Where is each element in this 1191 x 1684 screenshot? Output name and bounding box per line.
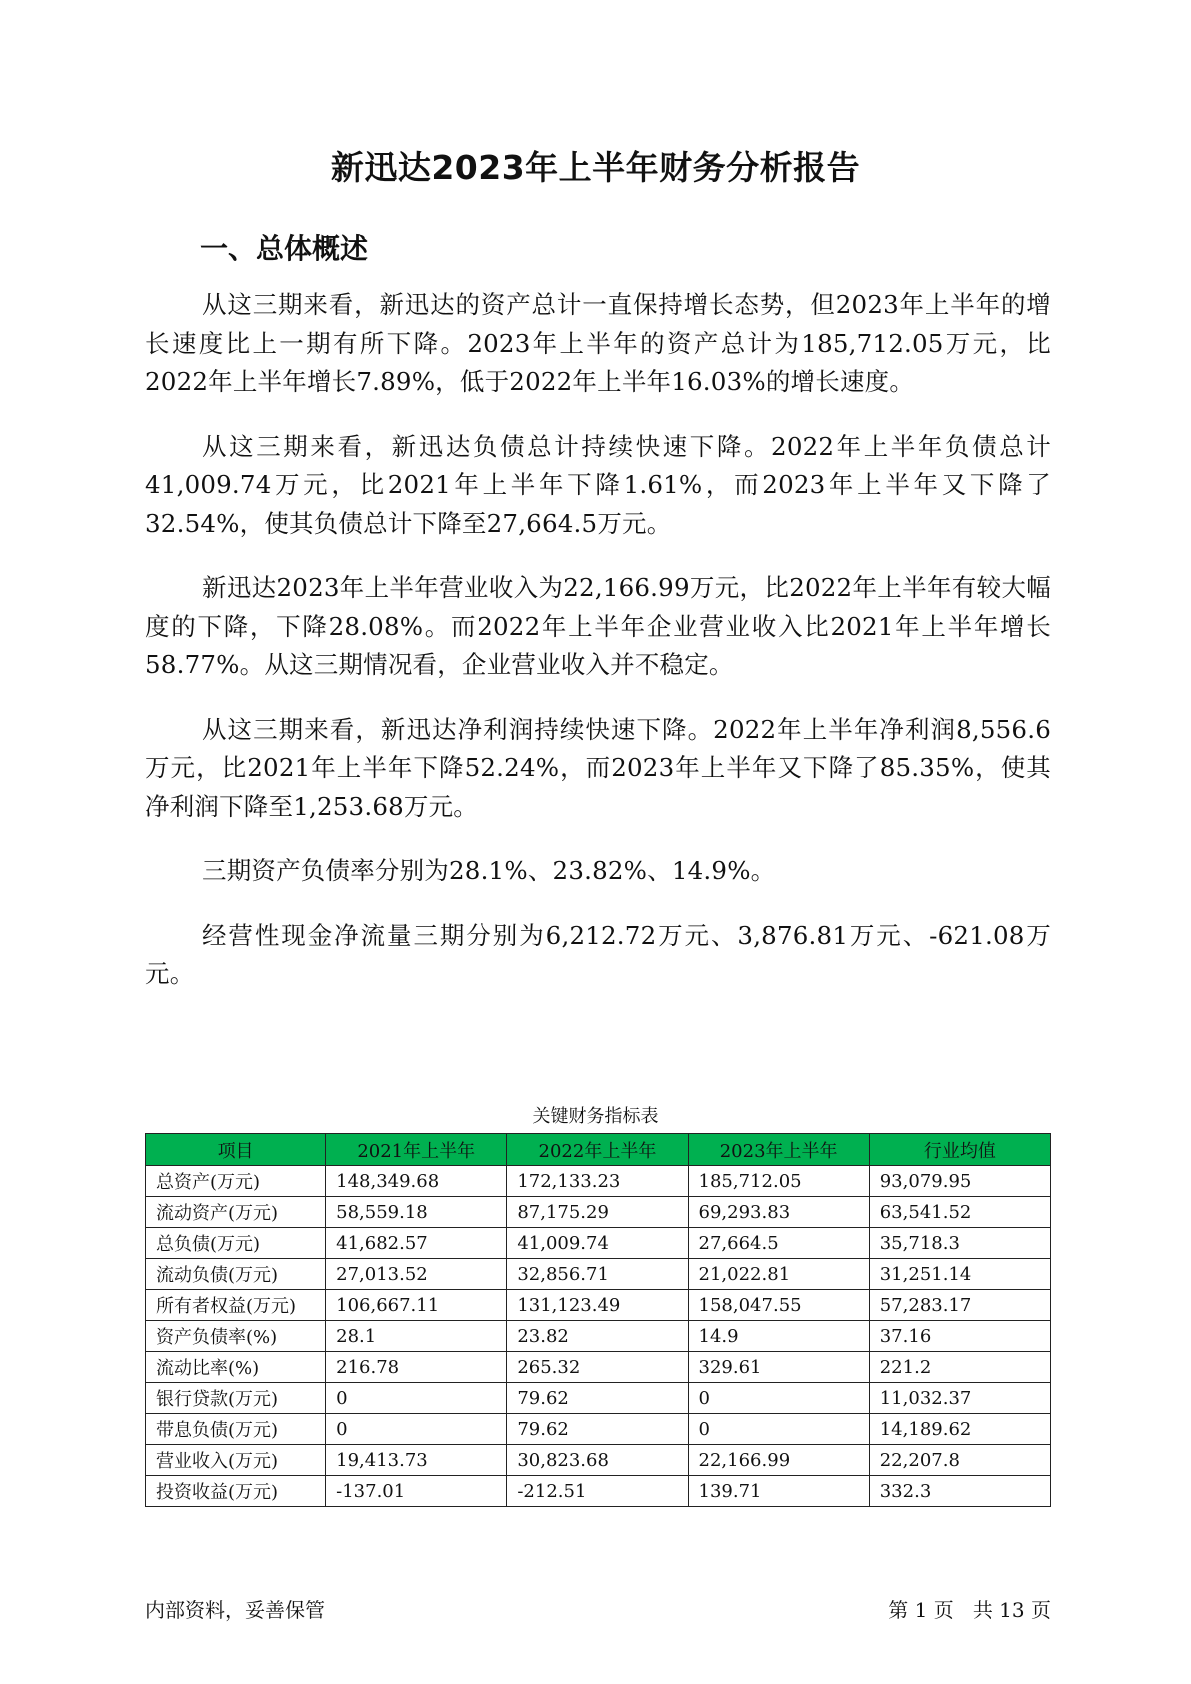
header-industry-average: 行业均值 bbox=[869, 1134, 1050, 1166]
table-cell: 216.78 bbox=[326, 1352, 507, 1383]
table-cell: 79.62 bbox=[507, 1414, 688, 1445]
table-row bbox=[146, 1476, 1051, 1507]
paragraph-assets: 从这三期来看，新迅达的资产总计一直保持增长态势，但2023年上半年的增长速度比上一期有所下降。2023年上半年的资产总计为185,712.05万元，比2022年上半年增长7.89%，低于2022年上半年16.03%的增长速度。 bbox=[145, 290, 1051, 396]
row-label: 资产负债率(%) bbox=[146, 1321, 326, 1352]
row-label: 流动资产(万元) bbox=[146, 1197, 326, 1228]
paragraph-net-profit: 从这三期来看，新迅达净利润持续快速下降。2022年上半年净利润8,556.6万元，比2021年上半年下降52.24%，而2023年上半年又下降了85.35%，使其净利润下降至1,253.68万元。 bbox=[145, 714, 1051, 821]
table-cell: -137.01 bbox=[326, 1476, 507, 1507]
table-row bbox=[146, 1414, 1051, 1445]
table-cell: 21,022.81 bbox=[688, 1259, 869, 1290]
header-2023h1: 2023年上半年 bbox=[688, 1134, 869, 1166]
table-cell: 19,413.73 bbox=[326, 1445, 507, 1476]
table-row bbox=[146, 1383, 1051, 1414]
table-cell: 23.82 bbox=[507, 1321, 688, 1352]
header-2021h1: 2021年上半年 bbox=[326, 1134, 507, 1166]
row-label: 带息负债(万元) bbox=[146, 1414, 326, 1445]
table-cell: 27,013.52 bbox=[326, 1259, 507, 1290]
table-cell: 221.2 bbox=[869, 1352, 1050, 1383]
table-cell: 14.9 bbox=[688, 1321, 869, 1352]
table-cell: 11,032.37 bbox=[869, 1383, 1050, 1414]
header-2022h1: 2022年上半年 bbox=[507, 1134, 688, 1166]
table-cell: 0 bbox=[326, 1383, 507, 1414]
row-label: 投资收益(万元) bbox=[146, 1476, 326, 1507]
table-caption: 关键财务指标表 bbox=[532, 1106, 659, 1127]
row-label: 所有者权益(万元) bbox=[146, 1290, 326, 1321]
row-label: 流动比率(%) bbox=[146, 1352, 326, 1383]
table-cell: 35,718.3 bbox=[869, 1228, 1050, 1259]
table-row bbox=[146, 1228, 1051, 1259]
table-row bbox=[146, 1321, 1051, 1352]
header-item: 项目 bbox=[146, 1134, 326, 1166]
table-cell: -212.51 bbox=[507, 1476, 688, 1507]
table-header-row bbox=[146, 1134, 1051, 1166]
page-title: 新迅达2023年上半年财务分析报告 bbox=[330, 148, 861, 187]
paragraph-cash-flow: 经营性现金净流量三期分别为6,212.72万元、3,876.81万元、-621.08万元。 bbox=[145, 920, 1051, 988]
table-cell: 148,349.68 bbox=[326, 1166, 507, 1197]
body-text bbox=[145, 286, 1051, 1020]
table-cell: 27,664.5 bbox=[688, 1228, 869, 1259]
table-cell: 28.1 bbox=[326, 1321, 507, 1352]
table-cell: 41,009.74 bbox=[507, 1228, 688, 1259]
table-cell: 37.16 bbox=[869, 1321, 1050, 1352]
table-cell: 30,823.68 bbox=[507, 1445, 688, 1476]
row-label: 总负债(万元) bbox=[146, 1228, 326, 1259]
table-cell: 22,166.99 bbox=[688, 1445, 869, 1476]
paragraph-revenue: 新迅达2023年上半年营业收入为22,166.99万元，比2022年上半年有较大幅度的下降，下降28.08%。而2022年上半年企业营业收入比2021年上半年增长58.77%。从这三期情况看，企业营业收入并不稳定。 bbox=[145, 573, 1051, 679]
table-cell: 41,682.57 bbox=[326, 1228, 507, 1259]
row-label: 流动负债(万元) bbox=[146, 1259, 326, 1290]
table-cell: 158,047.55 bbox=[688, 1290, 869, 1321]
table-cell: 172,133.23 bbox=[507, 1166, 688, 1197]
table-cell: 14,189.62 bbox=[869, 1414, 1050, 1445]
table-row bbox=[146, 1290, 1051, 1321]
paragraph-liabilities: 从这三期来看，新迅达负债总计持续快速下降。2022年上半年负债总计41,009.74万元，比2021年上半年下降1.61%，而2023年上半年又下降了32.54%，使其负债总计下降至27,664.5万元。 bbox=[145, 431, 1051, 538]
table-cell: 93,079.95 bbox=[869, 1166, 1050, 1197]
footer-total-label: 共 13 页 bbox=[972, 1598, 1051, 1622]
table-cell: 22,207.8 bbox=[869, 1445, 1050, 1476]
table-cell: 139.71 bbox=[688, 1476, 869, 1507]
table-body bbox=[146, 1166, 1051, 1507]
table-cell: 0 bbox=[688, 1383, 869, 1414]
table-cell: 106,667.11 bbox=[326, 1290, 507, 1321]
table-cell: 265.32 bbox=[507, 1352, 688, 1383]
table-cell: 0 bbox=[326, 1414, 507, 1445]
table-cell: 131,123.49 bbox=[507, 1290, 688, 1321]
table-cell: 79.62 bbox=[507, 1383, 688, 1414]
row-label: 总资产(万元) bbox=[146, 1166, 326, 1197]
table-row bbox=[146, 1197, 1051, 1228]
table-cell: 69,293.83 bbox=[688, 1197, 869, 1228]
table-row bbox=[146, 1166, 1051, 1197]
footer-page-number bbox=[888, 1596, 1051, 1624]
financial-indicators-table bbox=[145, 1133, 1051, 1507]
table-cell: 185,712.05 bbox=[688, 1166, 869, 1197]
footer-page-label: 第 1 页 bbox=[888, 1598, 954, 1622]
table-row bbox=[146, 1352, 1051, 1383]
table-cell: 332.3 bbox=[869, 1476, 1050, 1507]
table-row bbox=[146, 1259, 1051, 1290]
section-heading: 一、总体概述 bbox=[200, 232, 369, 265]
table-row bbox=[146, 1445, 1051, 1476]
row-label: 银行贷款(万元) bbox=[146, 1383, 326, 1414]
table-cell: 31,251.14 bbox=[869, 1259, 1050, 1290]
paragraph-debt-ratio: 三期资产负债率分别为28.1%、23.82%、14.9%。 bbox=[202, 856, 776, 885]
table-cell: 0 bbox=[688, 1414, 869, 1445]
table-cell: 57,283.17 bbox=[869, 1290, 1050, 1321]
row-label: 营业收入(万元) bbox=[146, 1445, 326, 1476]
table-cell: 58,559.18 bbox=[326, 1197, 507, 1228]
table-cell: 87,175.29 bbox=[507, 1197, 688, 1228]
table-cell: 32,856.71 bbox=[507, 1259, 688, 1290]
footer-confidential-note: 内部资料，妥善保管 bbox=[145, 1598, 325, 1622]
table-cell: 329.61 bbox=[688, 1352, 869, 1383]
table-cell: 63,541.52 bbox=[869, 1197, 1050, 1228]
